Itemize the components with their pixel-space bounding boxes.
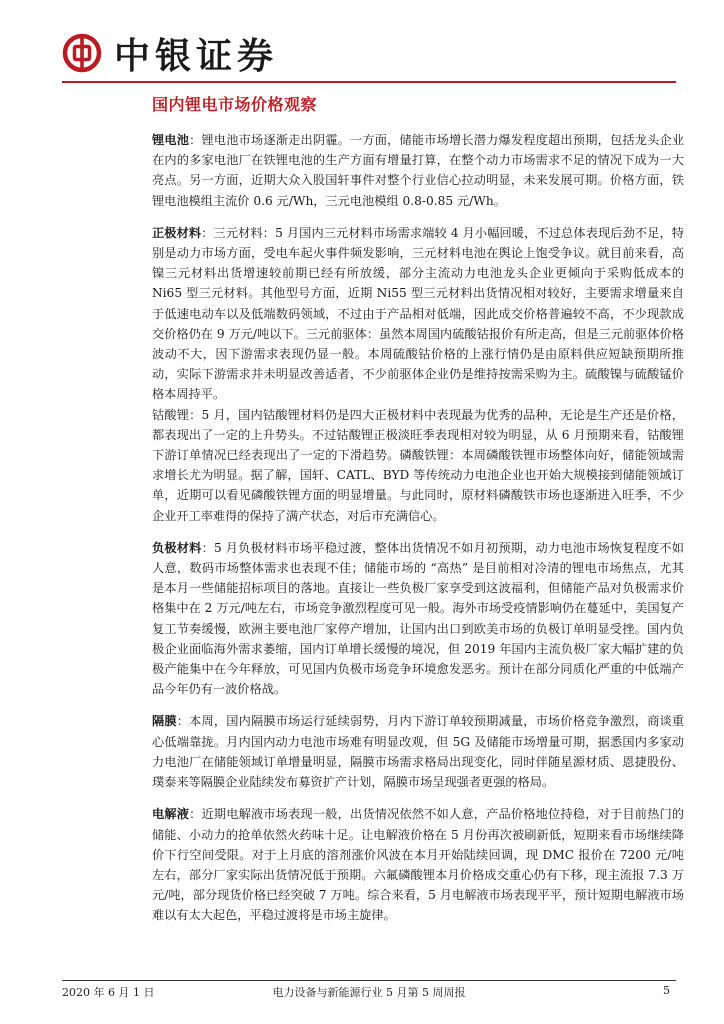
report-date: 2020 年 6 月 1 日	[62, 986, 155, 999]
paragraph-text: ：锂电池市场逐渐走出阴霾。一方面，储能市场增长潜力爆发程度超出预期，包括龙头企业在内的多家电池厂在铁锂电池的生产方面有增量打算，在整个动力市场需求不足的情况下成为一大亮点。另一方面，近期大众入股国轩事件对整个行业信心拉动明显，未来发展可期。价格方面，铁锂电池模组主流价 0.6 元/Wh，三元电池模组 0.8-0.85 元/Wh。	[152, 133, 685, 208]
paragraph-text: ：5 月负极材料市场平稳过渡，整体出货情况不如月初预期，动力电池市场恢复程度不如人意，数码市场整体需求也表现不佳；储能市场的 “高热” 是目前相对冷清的锂电市场焦点，尤其是本月一些储能招标项目的落地。直接让一些负极厂家享受到这波福利，但储能产品对负极需求价格集中在 2 万元/吨左右，市场竞争激烈程度可见一般。海外市场受疫情影响仍在蔓延中，美国复产复工节奏缓慢，欧洲主要电池厂家停产增加，让国内出口到欧美市场的负极订单明显受挫。国内负极企业面临海外需求萎缩，国内订单增长缓慢的境况，但 2019 年国内主流负极厂家大幅扩建的负极产能集中在今年释放，可见国内负极市场竞争环境愈发恶劣。预计在部分同质化严重的中低端产品今年仍有一波价格战。	[152, 540, 684, 697]
paragraph-text: ：近期电解液市场表现一般，出货情况依然不如人意，产品价格地位持稳，对于目前热门的储能、小动力的抢单依然火药味十足。让电解液价格在 5 月份再次被刷新低，短期来看市场继续降价下行空间受限。对于上月底的溶剂涨价风波在本月开始陆续回调，现 DMC 报价在 7200 元/吨左右，部分厂家实际出货情况低于预期。六氟磷酸锂本月价格成交重心仍有下移，现主流报 7.3 万元/吨，部分现货价格已经突破 7 万吨。综合来看，5 月电解液市场表现平平，预计短期电解液市场难以有太大起色，平稳过渡将是市场主旋律。	[152, 807, 685, 923]
footer-divider	[62, 980, 676, 981]
paragraph-lead: 电解液	[152, 807, 190, 822]
paragraph-separator	[152, 711, 684, 792]
paragraph-text: ：三元材料：5 月国内三元材料市场需求端较 4 月小幅回暖，不过总体表现后劲不足，特别是动力市场方面，受电车起火事件频发影响，三元材料电池在舆论上饱受争议。就目前来看，高镍三元材料出货增速较前期已经有所放缓，部分主流动力电池龙头企业更倾向于采购低成本的 Ni65 型三元材料。其他型号方面，近期 Ni55 型三元材料出货情况相对较好，主要需求增量来自于低速电动车以及低端数码领域，不过由于产品相对低端，因此成交价格普遍较不高，不少现款成交价格仍在 9 万元/吨以下。三元前驱体：虽然本周国内硫酸钴报价有所走高，但是三元前驱体价格波动不大，因下游需求表现仍显一般。本周硫酸钴价格的上涨行情仍是由原料供应短缺预期所推动，实际下游需求并未明显改善适者，不少前驱体企业仍是维持按需采购为主。硫酸镍与硫酸锰价格本周持平。	[152, 225, 684, 402]
paragraph-lead: 正极材料	[152, 225, 202, 240]
page-number: 5	[663, 984, 670, 997]
page-header	[62, 26, 278, 80]
paragraph-cathode-cont	[152, 405, 684, 526]
page-footer	[62, 984, 676, 1002]
header-divider	[62, 81, 676, 83]
brand-name: 中银证券	[114, 35, 279, 77]
section-title: 国内锂电市场价格观察	[152, 95, 318, 114]
paragraph-electrolyte	[152, 804, 684, 925]
article-body	[152, 130, 684, 938]
paragraph-battery	[152, 130, 684, 211]
paragraph-lead: 锂电池	[152, 133, 190, 147]
paragraph-text: 钴酸锂：5 月，国内钴酸锂材料仍是四大正极材料中表现最为优秀的品种，无论是生产还是价格，都表现出了一定的上升势头。不过钴酸锂正极淡旺季表现相对较为明显，从 6 月预期来看，钴酸锂下游订单情况已经表现出了一定的下滑趋势。磷酸铁锂：本周磷酸铁锂市场整体向好，储能领域需求增长尤为明显。据了解，国轩、CATL、BYD 等传统动力电池企业也开始大规模接到储能领域订单，近期可以看见磷酸铁锂方面的明显增量。与此同时，原材料磷酸铁市场也逐渐进入旺季，不少企业开工率难得的保持了满产状态，对后市充满信心。	[152, 407, 684, 523]
paragraph-text: ：本周，国内隔膜市场运行延续弱势，月内下游订单较预期减量，市场价格竞争激烈，商谈重心低端靠拢。月内国内动力电池市场难有明显改观，但 5G 及储能市场增量可期，据悉国内多家动力电池厂在储能领域订单增量明显，隔膜市场需求格局出现变化，同时伴随星源材质、恩捷股份、璞泰来等隔膜企业陆续发布募资扩产计划，隔膜市场呈现强者更强的格局。	[152, 714, 685, 790]
paragraph-anode	[152, 538, 684, 700]
bank-of-china-logo-icon	[62, 33, 102, 73]
paragraph-cathode	[152, 223, 684, 405]
paragraph-lead: 负极材料	[152, 540, 202, 555]
report-name: 电力设备与新能源行业 5 月第 5 周周报	[272, 986, 466, 999]
paragraph-lead: 隔膜	[152, 714, 177, 729]
